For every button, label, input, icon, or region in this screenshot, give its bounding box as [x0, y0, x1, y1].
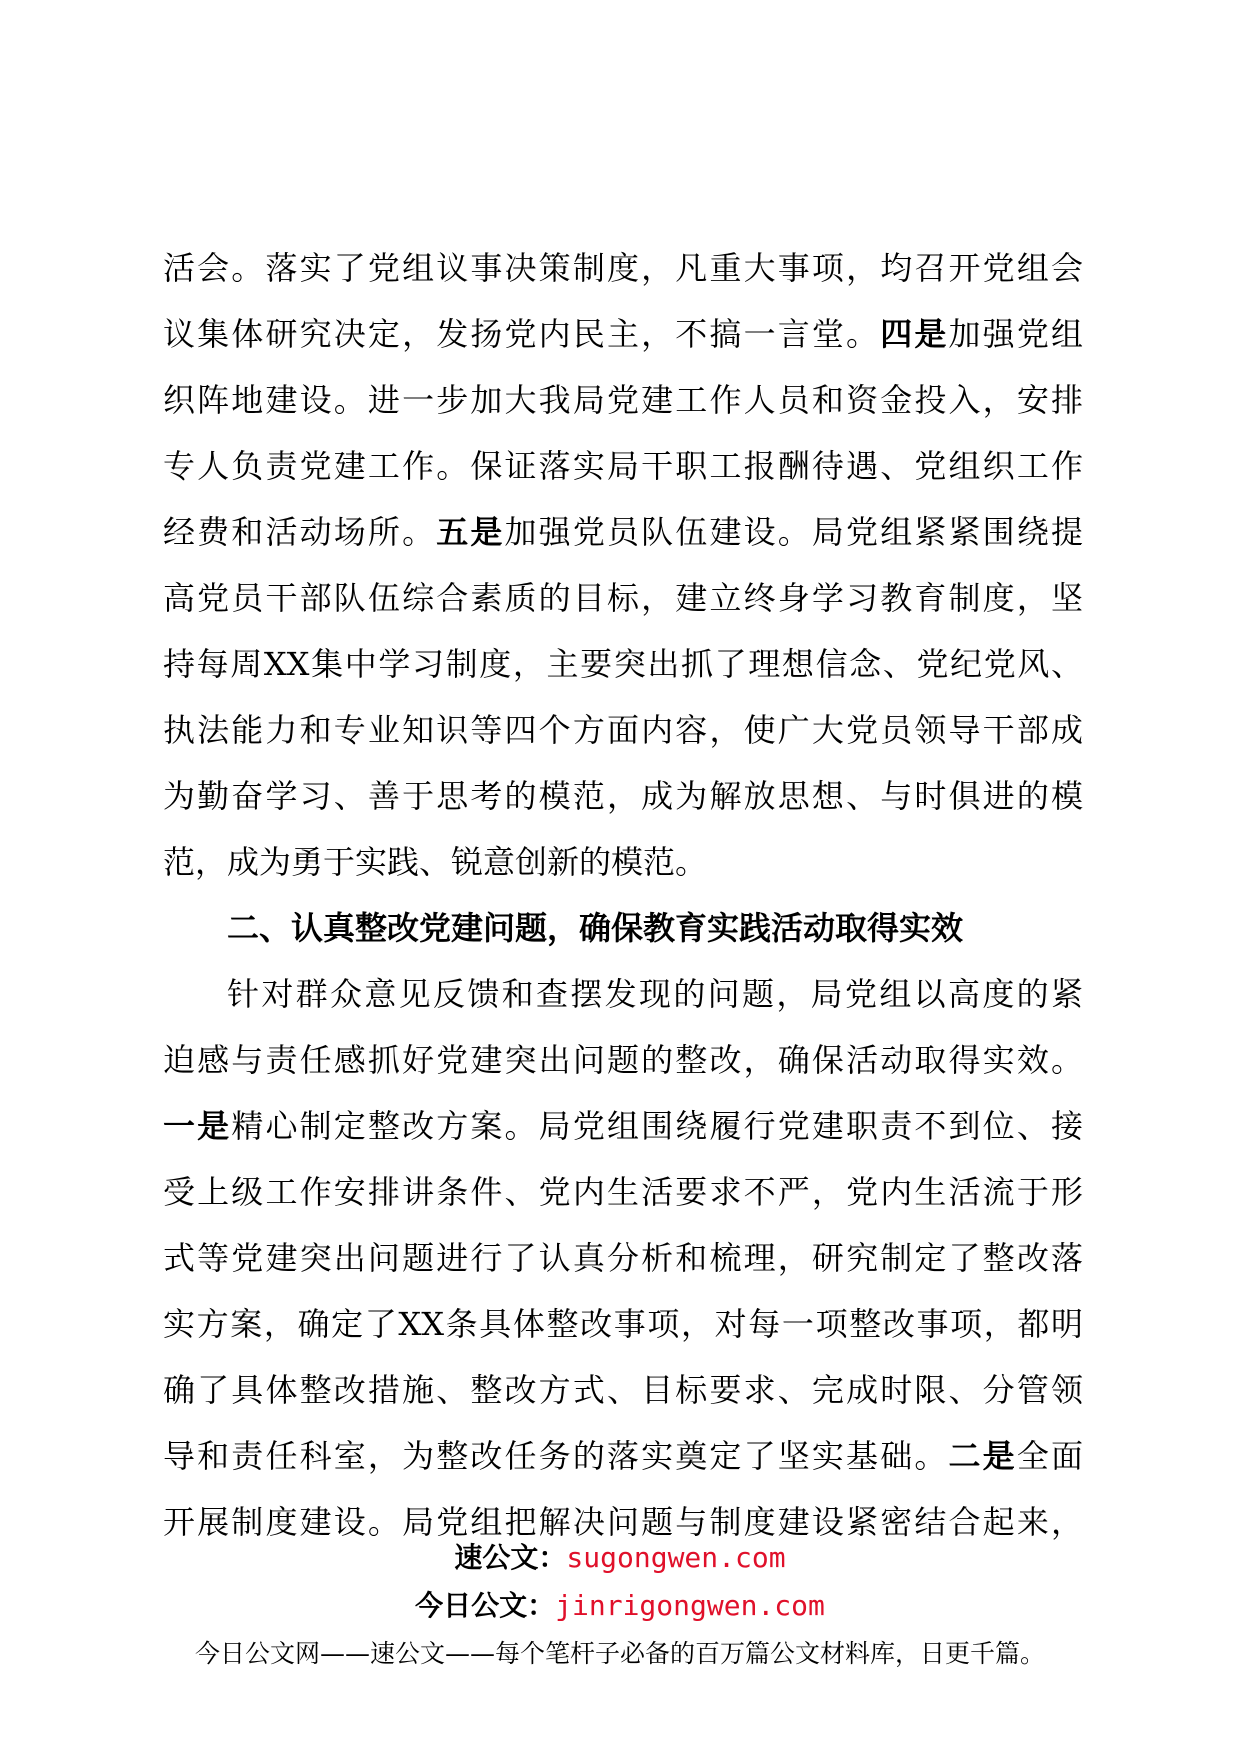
paragraph-line: 活会。落实了党组议事决策制度，凡重大事项，均召开党组会	[163, 249, 1083, 287]
paragraph-line: 式等党建突出问题进行了认真分析和梳理，研究制定了整改落	[163, 1239, 1083, 1277]
footer-jinrigongwen	[0, 1584, 1240, 1624]
footer-slogan-text: 今日公文网——速公文——每个笔杆子必备的百万篇公文材料库，日更千篇。	[194, 1639, 1045, 1668]
paragraph-line: 织阵地建设。进一步加大我局党建工作人员和资金投入，安排	[163, 381, 1083, 419]
sugongwen-link[interactable]: sugongwen.com	[566, 1541, 786, 1574]
paragraph-line: 议集体研究决定，发扬党内民主，不搞一言堂。四是加强党组	[163, 315, 1083, 353]
paragraph-line: 为勤奋学习、善于思考的模范，成为解放思想、与时俱进的模	[163, 777, 1083, 815]
jinrigongwen-link[interactable]: jinrigongwen.com	[555, 1589, 825, 1622]
paragraph-line: 执法能力和专业知识等四个方面内容，使广大党员领导干部成	[163, 711, 1083, 749]
paragraph-line: 高党员干部队伍综合素质的目标，建立终身学习教育制度，坚	[163, 579, 1083, 617]
emphasis-text: 一是	[163, 1107, 232, 1145]
paragraph-line: 开展制度建设。局党组把解决问题与制度建设紧密结合起来，	[163, 1503, 1083, 1541]
footer-label: 今日公文：	[415, 1589, 556, 1622]
paragraph-line: 经费和活动场所。五是加强党员队伍建设。局党组紧紧围绕提	[163, 513, 1083, 551]
paragraph-line: 实方案，确定了XX条具体整改事项，对每一项整改事项，都明	[163, 1305, 1083, 1343]
paragraph-line: 针对群众意见反馈和查摆发现的问题，局党组以高度的紧	[227, 975, 1083, 1013]
paragraph-line: 一是精心制定整改方案。局党组围绕履行党建职责不到位、接	[163, 1107, 1083, 1145]
paragraph-line: 专人负责党建工作。保证落实局干职工报酬待遇、党组织工作	[163, 447, 1083, 485]
paragraph-line: 受上级工作安排讲条件、党内生活要求不严，党内生活流于形	[163, 1173, 1083, 1211]
emphasis-text: 四是	[880, 315, 949, 353]
paragraph-line: 导和责任科室，为整改任务的落实奠定了坚实基础。二是全面	[163, 1437, 1083, 1475]
emphasis-text: 五是	[436, 513, 505, 551]
paragraph-line: 范，成为勇于实践、锐意创新的模范。	[163, 843, 708, 881]
emphasis-text: 二是	[948, 1437, 1017, 1475]
footer-label: 速公文：	[454, 1541, 567, 1574]
footer-sugongwen	[0, 1536, 1240, 1576]
paragraph-line: 迫感与责任感抓好党建突出问题的整改，确保活动取得实效。	[163, 1041, 1083, 1079]
footer-slogan	[0, 1634, 1240, 1670]
document-body	[163, 235, 1083, 1555]
paragraph-line: 持每周XX集中学习制度，主要突出抓了理想信念、党纪党风、	[163, 645, 1083, 683]
paragraph-line: 确了具体整改措施、整改方式、目标要求、完成时限、分管领	[163, 1371, 1083, 1409]
section-heading: 二、认真整改党建问题，确保教育实践活动取得实效	[227, 909, 964, 947]
